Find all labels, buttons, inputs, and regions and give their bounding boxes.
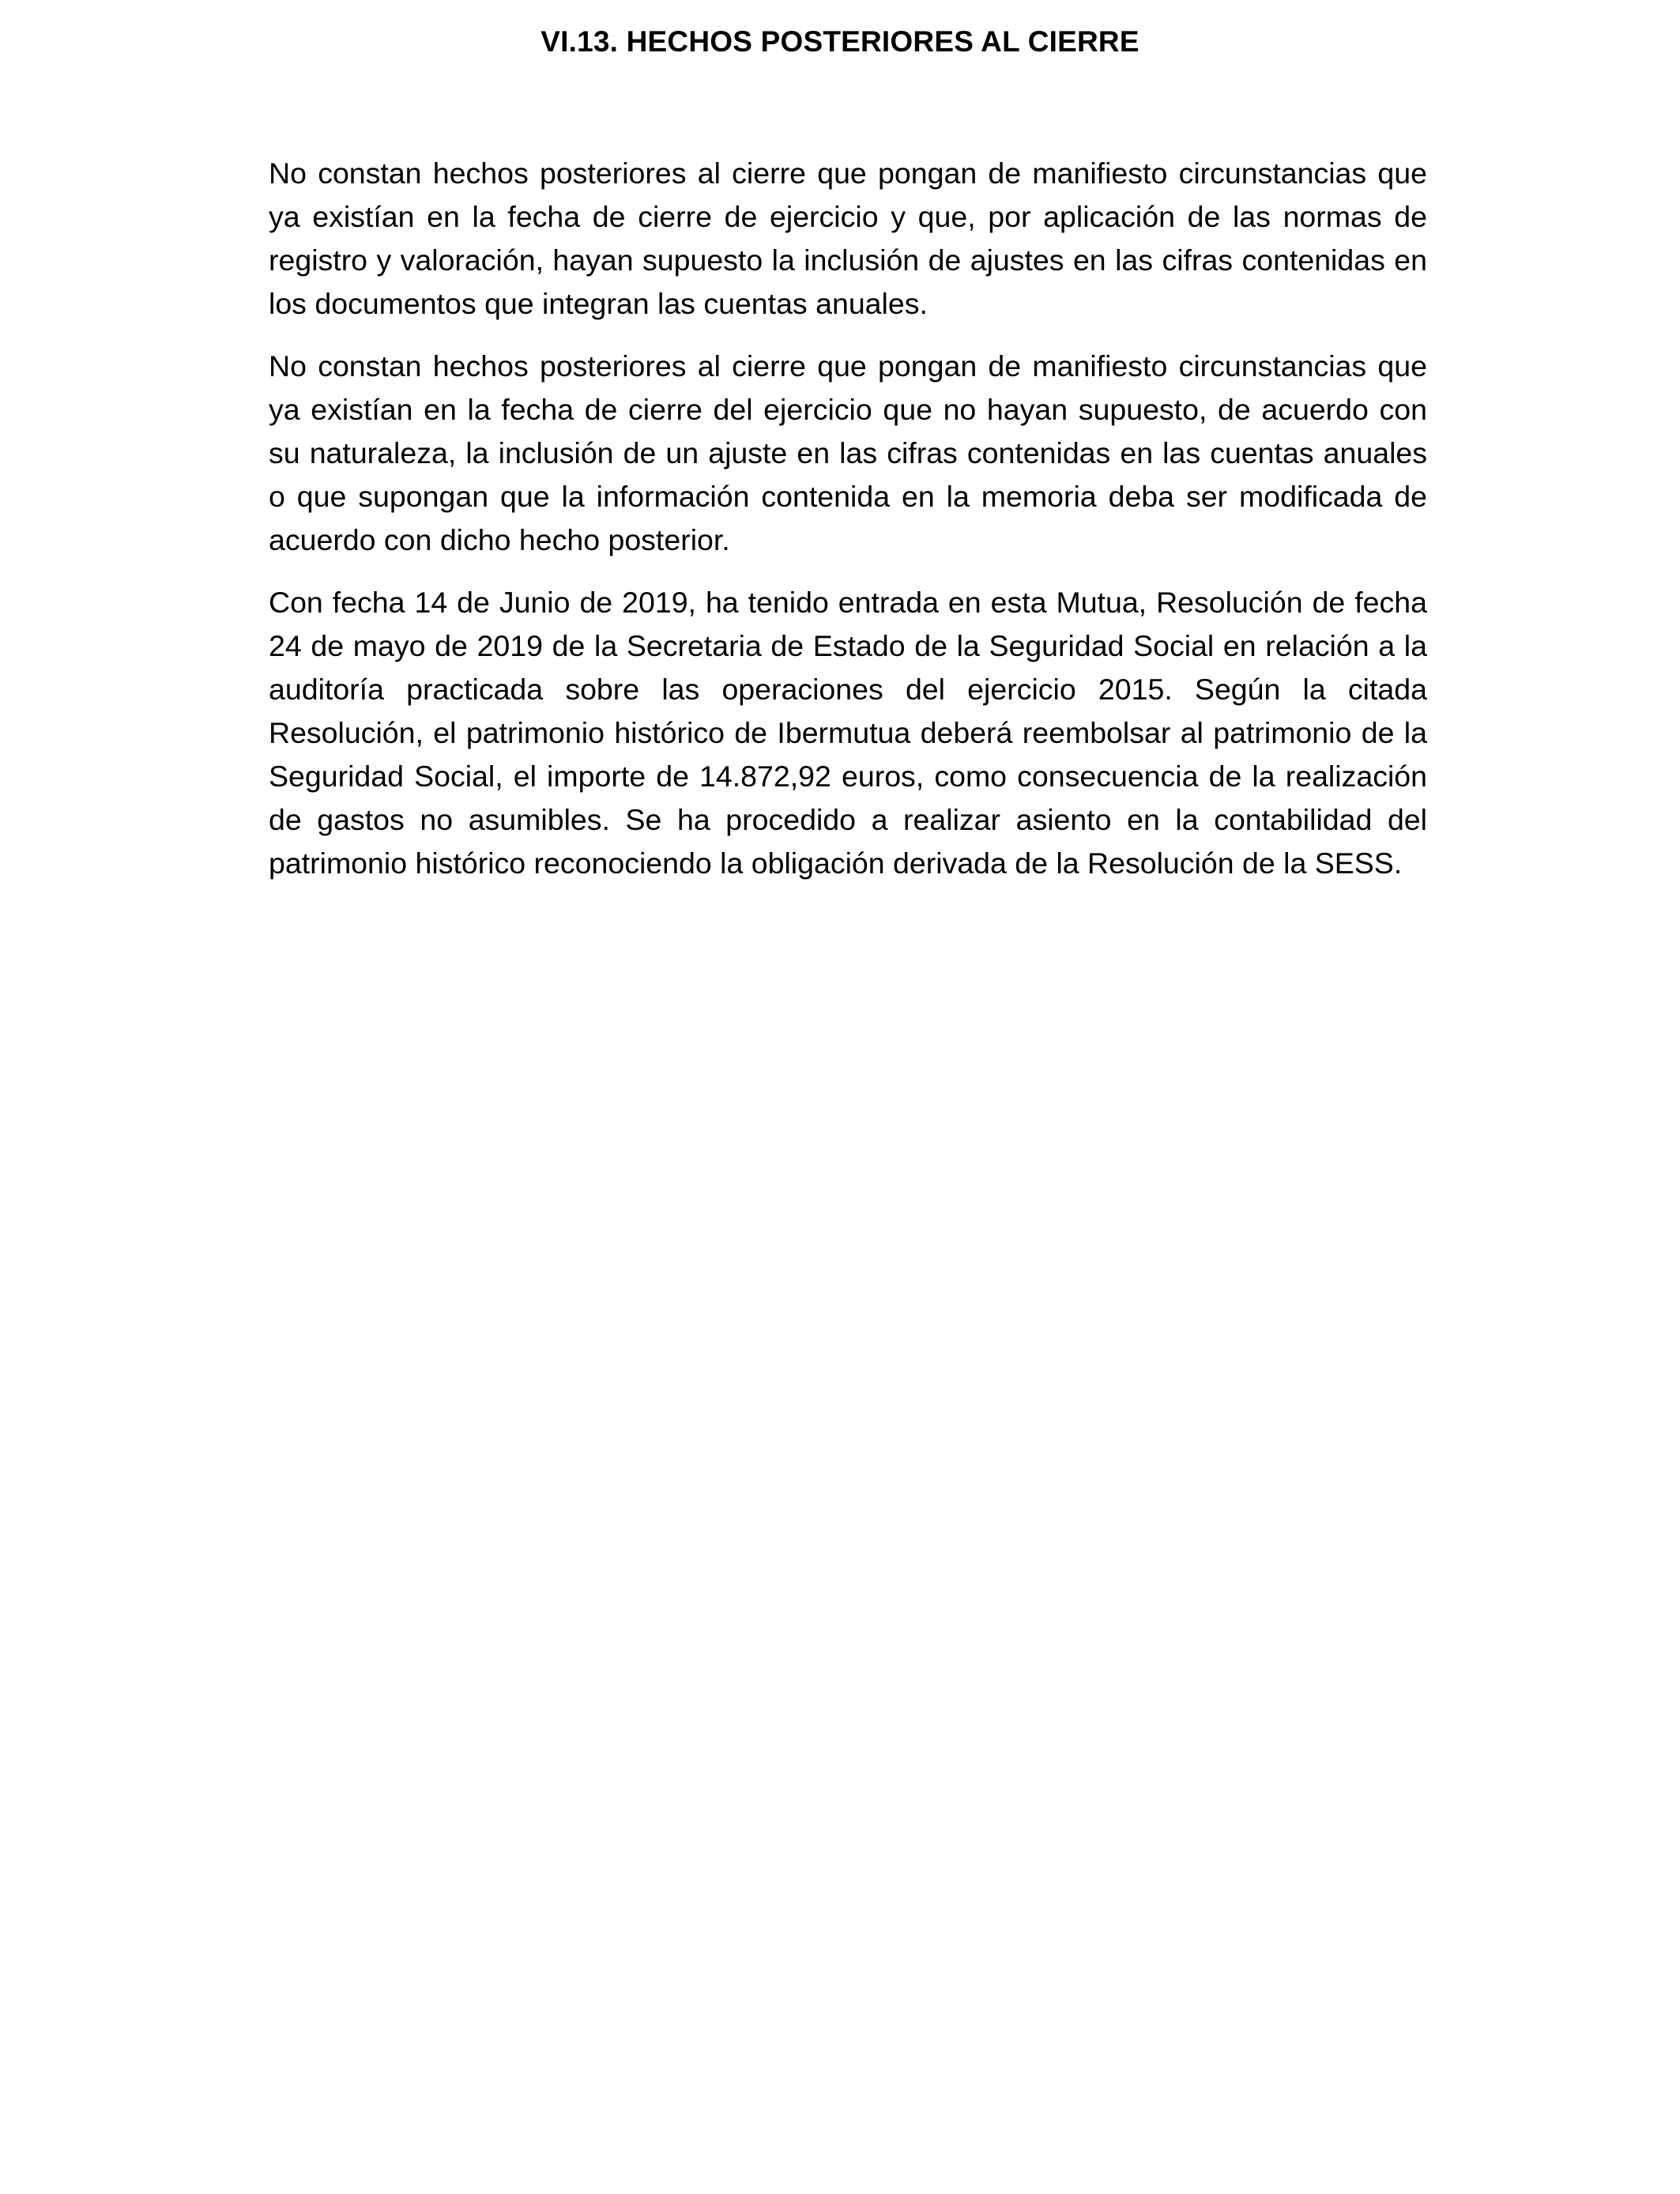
paragraph-non-adjusting-events: No constan hechos posteriores al cierre que pongan de manifiesto circunstancias que ya existían en la fecha de cierre del ejercicio que no hayan supuesto, de acuerdo con su naturaleza, la inclusión de un ajuste en las cifras contenidas en las cuentas anuales o que supongan que la información contenida en la memoria deba ser modificada de acuerdo con dicho hecho posterior. (269, 349, 1427, 556)
paragraph-adjusting-events: No constan hechos posteriores al cierre que pongan de manifiesto circunstancias que ya existían en la fecha de cierre de ejercicio y que, por aplicación de las normas de registro y valoración, hayan supuesto la inclusión de ajustes en las cifras contenidas en los documentos que integran las cuentas anuales. (269, 156, 1427, 320)
section-body (269, 152, 1427, 904)
paragraph-sess-resolution: Con fecha 14 de Junio de 2019, ha tenido entrada en esta Mutua, Resolución de fecha 24 de mayo de 2019 de la Secretaria de Estado de la Seguridad Social en relación a la auditoría practicada sobre las operaciones del ejercicio 2015. Según la citada Resolución, el patrimonio histórico de Ibermutua deberá reembolsar al patrimonio de la Seguridad Social, el importe de 14.872,92 euros, como consecuencia de la realización de gastos no asumibles. Se ha procedido a realizar asiento en la contabilidad del patrimonio histórico reconociendo la obligación derivada de la Resolución de la SESS. (269, 586, 1427, 880)
section-heading: VI.13. HECHOS POSTERIORES AL CIERRE (541, 25, 1139, 58)
